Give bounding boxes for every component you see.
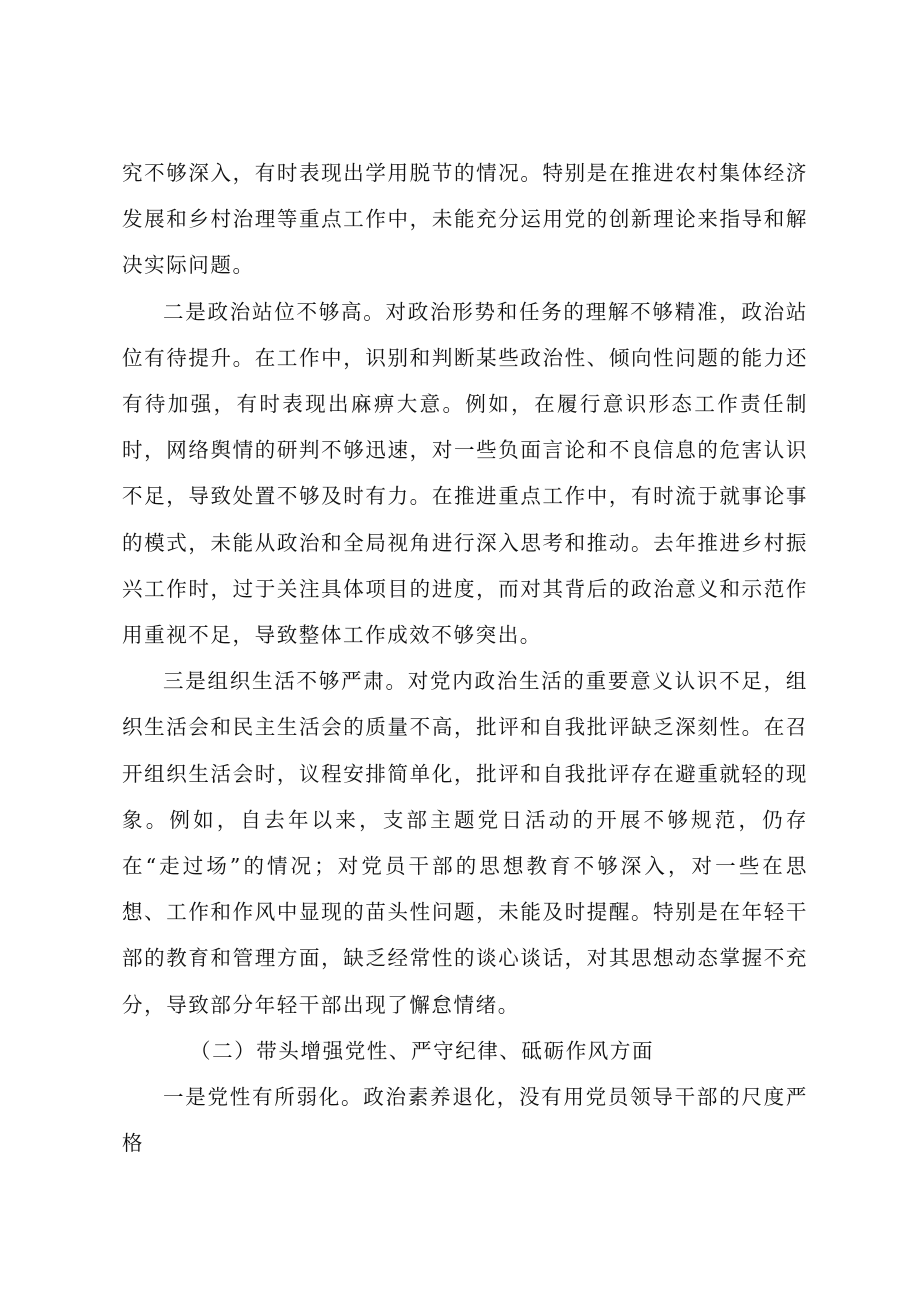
document-body — [122, 150, 808, 1166]
paragraph-political-stance: 二是政治站位不够高。对政治形势和任务的理解不够精准，政治站位有待提升。在工作中，识别和判断某些政治性、倾向性问题的能力还有待加强，有时表现出麻痹大意。例如，在履行意识形态工作责任制时，网络舆情的研判不够迅速，对一些负面言论和不良信息的危害认识不足，导致处置不够及时有力。在推进重点工作中，有时流于就事论事的模式，未能从政治和全局视角进行深入思考和推动。去年推进乡村振兴工作时，过于关注具体项目的进度，而对其背后的政治意义和示范作用重视不足，导致整体工作成效不够突出。 — [122, 299, 808, 648]
section-heading: （二）带头增强党性、严守纪律、砥砺作风方面 — [190, 1038, 655, 1063]
paragraph-party-spirit: 一是党性有所弱化。政治素养退化，没有用党员领导干部的尺度严格 — [122, 1085, 808, 1156]
paragraph-continuation: 究不够深入，有时表现出学用脱节的情况。特别是在推进农村集体经济发展和乡村治理等重点工作中，未能充分运用党的创新理论来指导和解决实际问题。 — [122, 161, 808, 278]
paragraph-organizational-life: 三是组织生活不够严肃。对党内政治生活的重要意义认识不足，组织生活会和民主生活会的质量不高，批评和自我批评缺乏深刻性。在召开组织生活会时，议程安排简单化，批评和自我批评存在避重就轻的现象。例如，自去年以来，支部主题党日活动的开展不够规范，仍存在“走过场”的情况；对党员干部的思想教育不够深入，对一些在思想、工作和作风中显现的苗头性问题，未能及时提醒。特别是在年轻干部的教育和管理方面，缺乏经常性的谈心谈话，对其思想动态掌握不充分，导致部分年轻干部出现了懈怠情绪。 — [122, 669, 808, 1017]
